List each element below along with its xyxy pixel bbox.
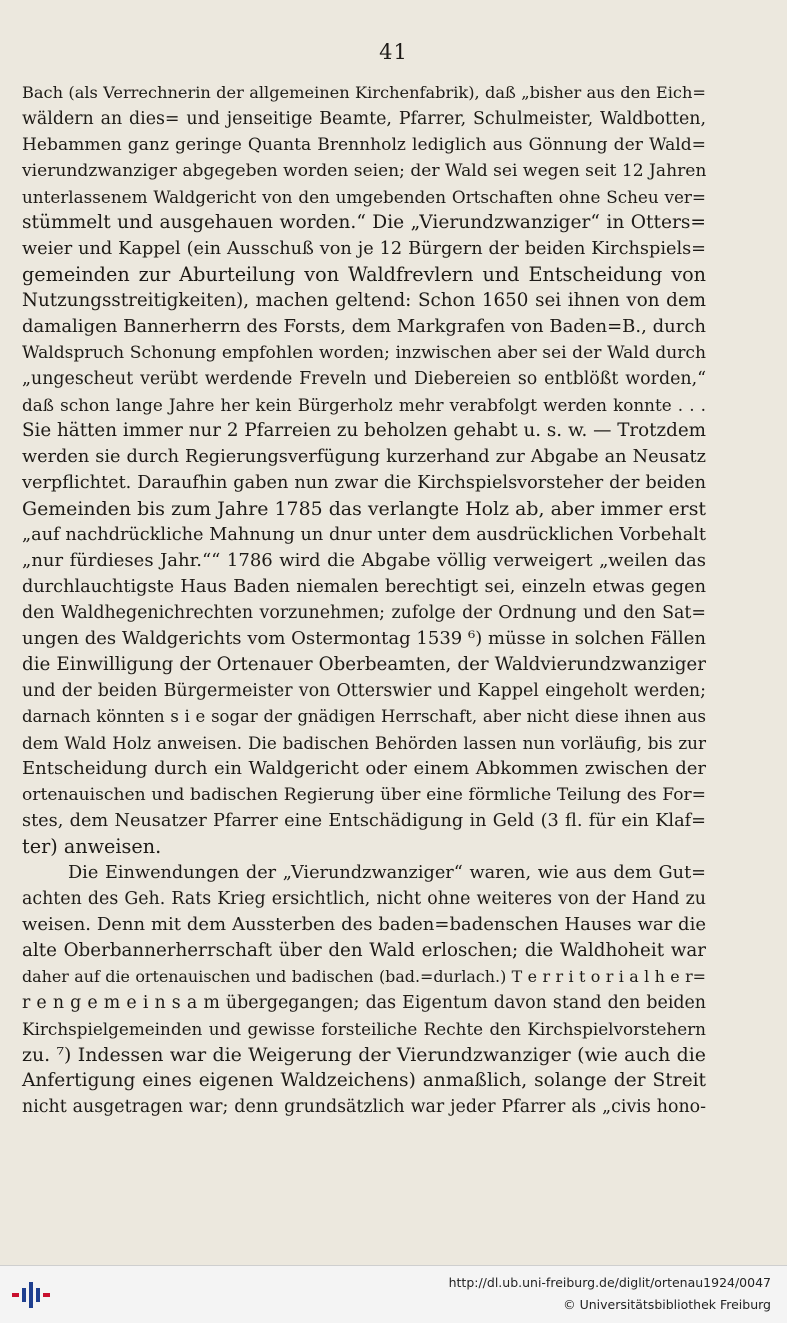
text-line: verpflichtet. Daraufhin gaben nun zwar die Kirchspielsvorsteher der beiden xyxy=(22,473,706,493)
text-line: stes, dem Neusatzer Pfarrer eine Entschädigung in Geld (3 fl. für ein Klaf= xyxy=(22,811,706,831)
university-library-logo-icon xyxy=(12,1276,50,1314)
text-line: den Waldhegenichrechten vorzunehmen; zufolge der Ordnung und den Sat= xyxy=(22,603,706,623)
text-line: Entscheidung durch ein Waldgericht oder einem Abkommen zwischen der xyxy=(22,758,706,779)
digital-library-link[interactable]: http://dl.ub.uni-freiburg.de/diglit/ortenau1924/0047 xyxy=(448,1275,771,1290)
text-line: dem Wald Holz anweisen. Die badischen Behörden lassen nun vorläufig, bis zur xyxy=(22,733,706,753)
text-line: vierundzwanziger abgegeben worden seien; der Wald sei wegen seit 12 Jahren xyxy=(22,161,707,181)
text-line: werden sie durch Regierungsverfügung kurzerhand zur Abgabe an Neusatz xyxy=(22,447,706,467)
text-line: Waldspruch Schonung empfohlen worden; inzwischen aber sei der Wald durch xyxy=(22,343,706,363)
text-line: alte Oberbannerherrschaft über den Wald erloschen; die Waldhoheit war xyxy=(22,940,706,961)
text-line: Die Einwendungen der „Vierundzwanziger“ waren, wie aus dem Gut= xyxy=(68,863,706,883)
text-line: nicht ausgetragen war; denn grundsätzlich war jeder Pfarrer als „civis hono- xyxy=(22,1097,706,1117)
text-line: wäldern an dies= und jenseitige Beamte, Pfarrer, Schulmeister, Waldbotten, xyxy=(22,109,706,129)
text-line: weisen. Denn mit dem Aussterben des baden=badenschen Hauses war die xyxy=(22,914,706,935)
text-line: Kirchspielgemeinden und gewisse forsteiliche Rechte den Kirchspielvorstehern xyxy=(22,1019,706,1039)
text-line: darnach könnten s i e sogar der gnädigen Herrschaft, aber nicht diese ihnen aus xyxy=(22,707,706,726)
text-line: durchlauchtigste Haus Baden niemalen berechtigt sei, einzeln etwas gegen xyxy=(22,577,706,597)
text-line: und der beiden Bürgermeister von Otterswier und Kappel eingeholt werden; xyxy=(22,681,706,701)
text-line: stümmelt und ausgehauen worden.“ Die „Vierundzwanziger“ in Otters= xyxy=(22,212,706,233)
text-line: „nur fürdieses Jahr.““ 1786 wird die Abgabe völlig verweigert „weilen das xyxy=(22,550,706,571)
text-line: ter) anweisen. xyxy=(22,835,162,858)
text-line: daher auf die ortenauischen und badischen (bad.=durlach.) T e r r i t o r i a l h e r= xyxy=(22,967,706,986)
copyright-text: © Universitätsbibliothek Freiburg xyxy=(563,1297,771,1312)
text-line: r e n g e m e i n s a m übergegangen; das Eigentum davon stand den beiden xyxy=(22,993,706,1013)
text-line: damaligen Bannerherrn des Forsts, dem Markgrafen von Baden=B., durch xyxy=(22,316,706,337)
text-line: achten des Geh. Rats Krieg ersichtlich, nicht ohne weiteres von der Hand zu xyxy=(22,889,706,909)
text-line: zu. ⁷) Indessen war die Weigerung der Vierundzwanziger (wie auch die xyxy=(22,1044,706,1066)
page-number: 41 xyxy=(379,40,408,64)
text-line: Nutzungsstreitigkeiten), machen geltend: Schon 1650 sei ihnen von dem xyxy=(22,290,706,311)
text-line: ungen des Waldgerichts vom Ostermontag 1539 ⁶) müsse in solchen Fällen xyxy=(22,628,706,649)
text-line: Bach (als Verrechnerin der allgemeinen Kirchenfabrik), daß „bisher aus den Eich= xyxy=(22,83,706,102)
text-line: „ungescheut verübt werdende Freveln und Diebereien so entblößt worden,“ xyxy=(22,369,706,389)
text-line: unterlassenem Waldgericht von den umgebenden Ortschaften ohne Scheu ver= xyxy=(22,187,706,207)
text-line: daß schon lange Jahre her kein Bürgerholz mehr verabfolgt werden konnte . . . xyxy=(22,395,706,415)
text-line: Gemeinden bis zum Jahre 1785 das verlangte Holz ab, aber immer erst xyxy=(22,498,706,520)
text-line: „auf nachdrückliche Mahnung un dnur unter dem ausdrücklichen Vorbehalt xyxy=(22,525,706,545)
text-line: gemeinden zur Aburteilung von Waldfrevlern und Entscheidung von xyxy=(22,263,706,286)
library-footer xyxy=(0,1265,787,1323)
text-line: Hebammen ganz geringe Quanta Brennholz lediglich aus Gönnung der Wald= xyxy=(22,135,706,155)
text-line: ortenauischen und badischen Regierung über eine förmliche Teilung des For= xyxy=(22,785,706,805)
text-line: die Einwilligung der Ortenauer Oberbeamten, der Waldvierundzwanziger xyxy=(22,654,706,675)
body-text xyxy=(22,80,706,1120)
text-line: weier und Kappel (ein Ausschuß von je 12 Bürgern der beiden Kirchspiels= xyxy=(22,239,706,259)
text-line: Sie hätten immer nur 2 Pfarreien zu beholzen gehabt u. s. w. — Trotzdem xyxy=(22,420,706,441)
text-line: Anfertigung eines eigenen Waldzeichens) anmaßlich, solange der Streit xyxy=(22,1070,706,1091)
